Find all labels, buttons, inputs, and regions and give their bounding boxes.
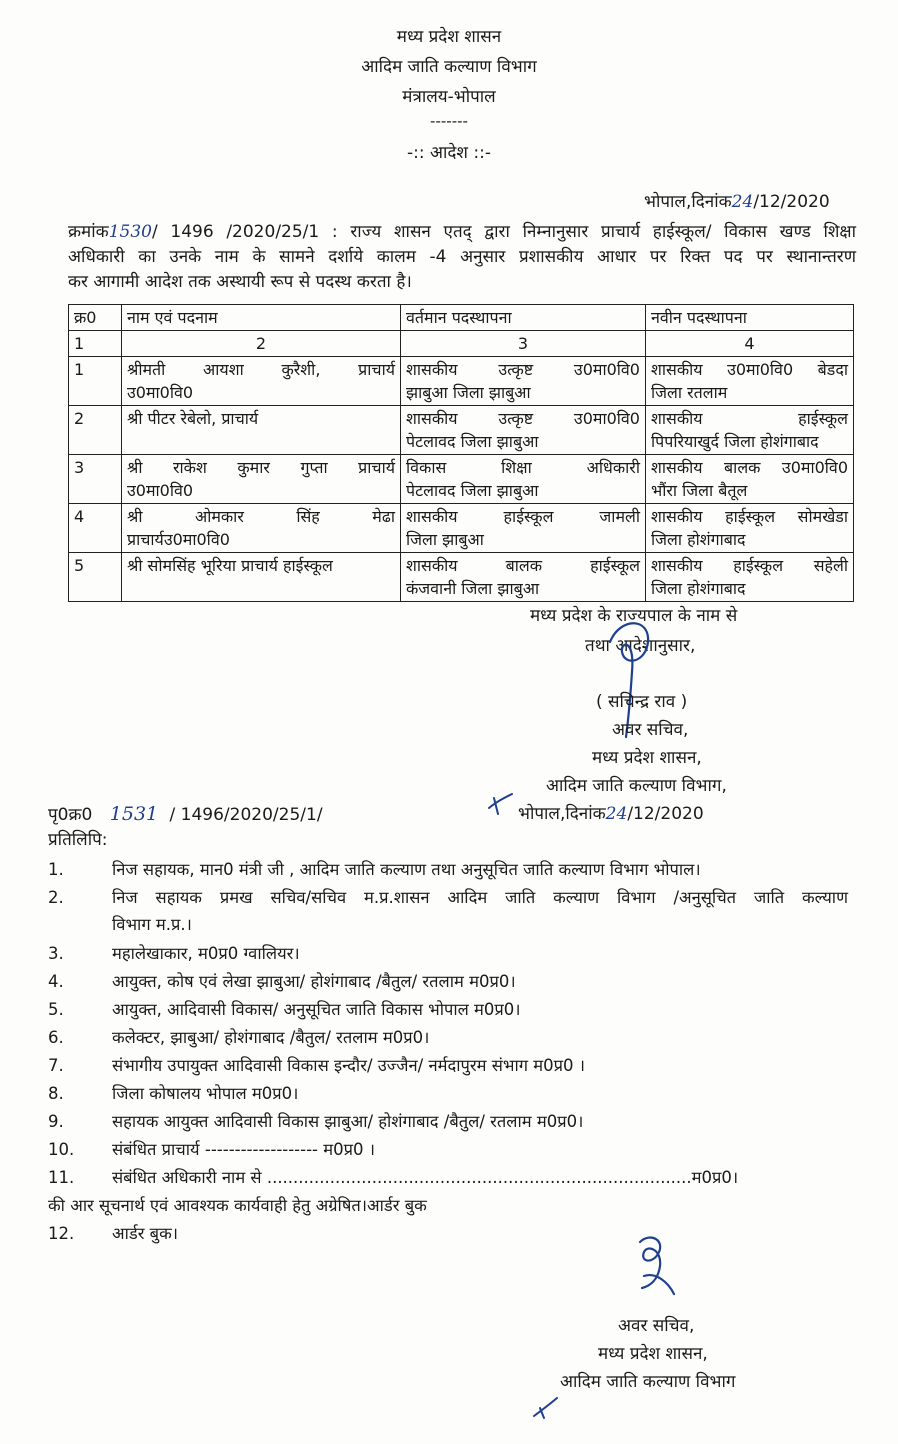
- endorsement-line: [48, 802, 323, 828]
- row-name: श्रीमती आयशा कुरैशी, प्राचार्य उ0मा0वि0: [122, 357, 401, 406]
- table-row: [69, 357, 854, 406]
- row-current: शासकीय उत्कृष्ट उ0मा0वि0 झाबुआ जिला झाबुआ: [401, 357, 646, 406]
- header-line-1: मध्य प्रदेश शासन: [396, 27, 502, 47]
- handwritten-date-day: 24: [731, 192, 754, 212]
- pen-mark-icon: [486, 788, 516, 818]
- header-sno: क्र0: [69, 305, 122, 331]
- colnum: 3: [401, 331, 646, 357]
- order-paragraph: [68, 220, 856, 295]
- colnum: 1: [69, 331, 122, 357]
- table-row: [69, 504, 854, 553]
- row-sno: 2: [69, 406, 122, 455]
- endorsement-label: पृ0क्र0: [48, 805, 93, 825]
- order-line-3: कर आगामी आदेश तक अस्थायी रूप से पदस्थ करता है।: [68, 272, 412, 292]
- copy-label: प्रतिलिपि:: [48, 830, 108, 850]
- row-name: श्री राकेश कुमार गुप्ता प्राचार्य उ0मा0वि0: [122, 455, 401, 504]
- row-new: शासकीय उ0मा0वि0 बेडदा जिला रतलाम: [646, 357, 854, 406]
- header-new: नवीन पदस्थापना: [646, 305, 854, 331]
- row-current: शासकीय बालक हाईस्कूल कंजवानी जिला झाबुआ: [401, 553, 646, 602]
- row-new: शासकीय हाईस्कूल सहेली जिला होशंगाबाद: [646, 553, 854, 602]
- signature-2-image: [622, 1232, 682, 1302]
- signatory-org-2: आदिम जाति कल्याण विभाग,: [546, 776, 727, 796]
- governor-line: मध्य प्रदेश के राज्यपाल के नाम से: [530, 606, 738, 626]
- row-new: शासकीय हाईस्कूल पिपरियाखुर्द जिला होशंगाबाद: [646, 406, 854, 455]
- endorsement-ref: / 1496/2020/25/1/: [169, 805, 323, 825]
- row-name: श्री सोमसिंह भूरिया प्राचार्य हाईस्कूल: [122, 553, 401, 602]
- row-sno: 3: [69, 455, 122, 504]
- order-line-2: अधिकारी का उनके नाम के सामने दर्शाये कालम -4 अनुसार प्रशासकीय आधार पर रिक्त पद पर स्थानान्तरण: [68, 247, 856, 267]
- signatory-name: ( सचिन्द्र राव ): [596, 692, 688, 712]
- header-line-3: मंत्रालय-भोपाल: [402, 87, 496, 107]
- kramank-label: क्रमांक: [68, 222, 109, 242]
- forward-line: की आर सूचनार्थ एवं आवश्यक कार्यवाही हेतु अग्रेषित।आर्डर बुक: [48, 1196, 427, 1215]
- row-current: शासकीय हाईस्कूल जामली जिला झाबुआ: [401, 504, 646, 553]
- row-sno: 5: [69, 553, 122, 602]
- row-sno: 1: [69, 357, 122, 406]
- date-prefix: भोपाल,दिनांक: [644, 192, 732, 212]
- order-line-1: [68, 220, 856, 245]
- date-suffix: /12/2020: [753, 192, 830, 212]
- transfer-table: [68, 304, 854, 602]
- by-order-line: तथा आदेशानुसार,: [585, 636, 696, 656]
- signatory-2-org-1: मध्य प्रदेश शासन,: [598, 1344, 708, 1364]
- date-line: [644, 190, 830, 215]
- order-body-1: राज्य शासन एतद् द्वारा निम्नानुसार प्राचार्य हाईस्कूल/ विकास खण्ड शिक्षा: [350, 222, 857, 242]
- row-name: श्री ओमकार सिंह मेढा प्राचार्यउ0मा0वि0: [122, 504, 401, 553]
- table-row: [69, 553, 854, 602]
- order-ref: / 1496 /2020/25/1 :: [151, 222, 338, 242]
- row-new: शासकीय हाईस्कूल सोमखेडा जिला होशंगाबाद: [646, 504, 854, 553]
- signatory-org-1: मध्य प्रदेश शासन,: [592, 748, 702, 768]
- row-current: विकास शिक्षा अधिकारी पेटलावद जिला झाबुआ: [401, 455, 646, 504]
- endorsement-date: [518, 802, 704, 827]
- order-title: -:: आदेश ::-: [407, 143, 491, 163]
- header-dashes: -------: [430, 112, 468, 130]
- header-name: नाम एवं पदनाम: [122, 305, 401, 331]
- pen-mark-icon: [530, 1392, 560, 1422]
- table-row: [69, 455, 854, 504]
- signatory-designation: अवर सचिव,: [612, 720, 689, 740]
- row-sno: 4: [69, 504, 122, 553]
- colnum: 4: [646, 331, 854, 357]
- signatory-2-designation: अवर सचिव,: [618, 1316, 695, 1336]
- list-item: 2. निज सहायक प्रमख सचिव/सचिव म.प्र.शासन आदिम जाति कल्याण विभाग /अनुसूचित जाति कल्याण विभाग म.प्र.।: [48, 888, 848, 934]
- table-row: [69, 406, 854, 455]
- endorsement-date-suffix: /12/2020: [627, 804, 704, 824]
- row-new: शासकीय बालक उ0मा0वि0 भौंरा जिला बैतूल: [646, 455, 854, 504]
- handwritten-endorsement-day: 24: [605, 804, 628, 824]
- signatory-2-org-2: आदिम जाति कल्याण विभाग: [560, 1372, 736, 1392]
- table-colnum-row: [69, 331, 854, 357]
- header-current: वर्तमान पदस्थापना: [401, 305, 646, 331]
- header-line-2: आदिम जाति कल्याण विभाग: [361, 57, 537, 77]
- row-current: शासकीय उत्कृष्ट उ0मा0वि0 पेटलावद जिला झाबुआ: [401, 406, 646, 455]
- colnum: 2: [122, 331, 401, 357]
- handwritten-order-number: 1530: [108, 222, 152, 242]
- endorsement-date-prefix: भोपाल,दिनांक: [518, 804, 606, 824]
- handwritten-endorsement-number: 1531: [109, 803, 159, 825]
- row-name: श्री पीटर रेबेलो, प्राचार्य: [122, 406, 401, 455]
- table-header-row: [69, 305, 854, 331]
